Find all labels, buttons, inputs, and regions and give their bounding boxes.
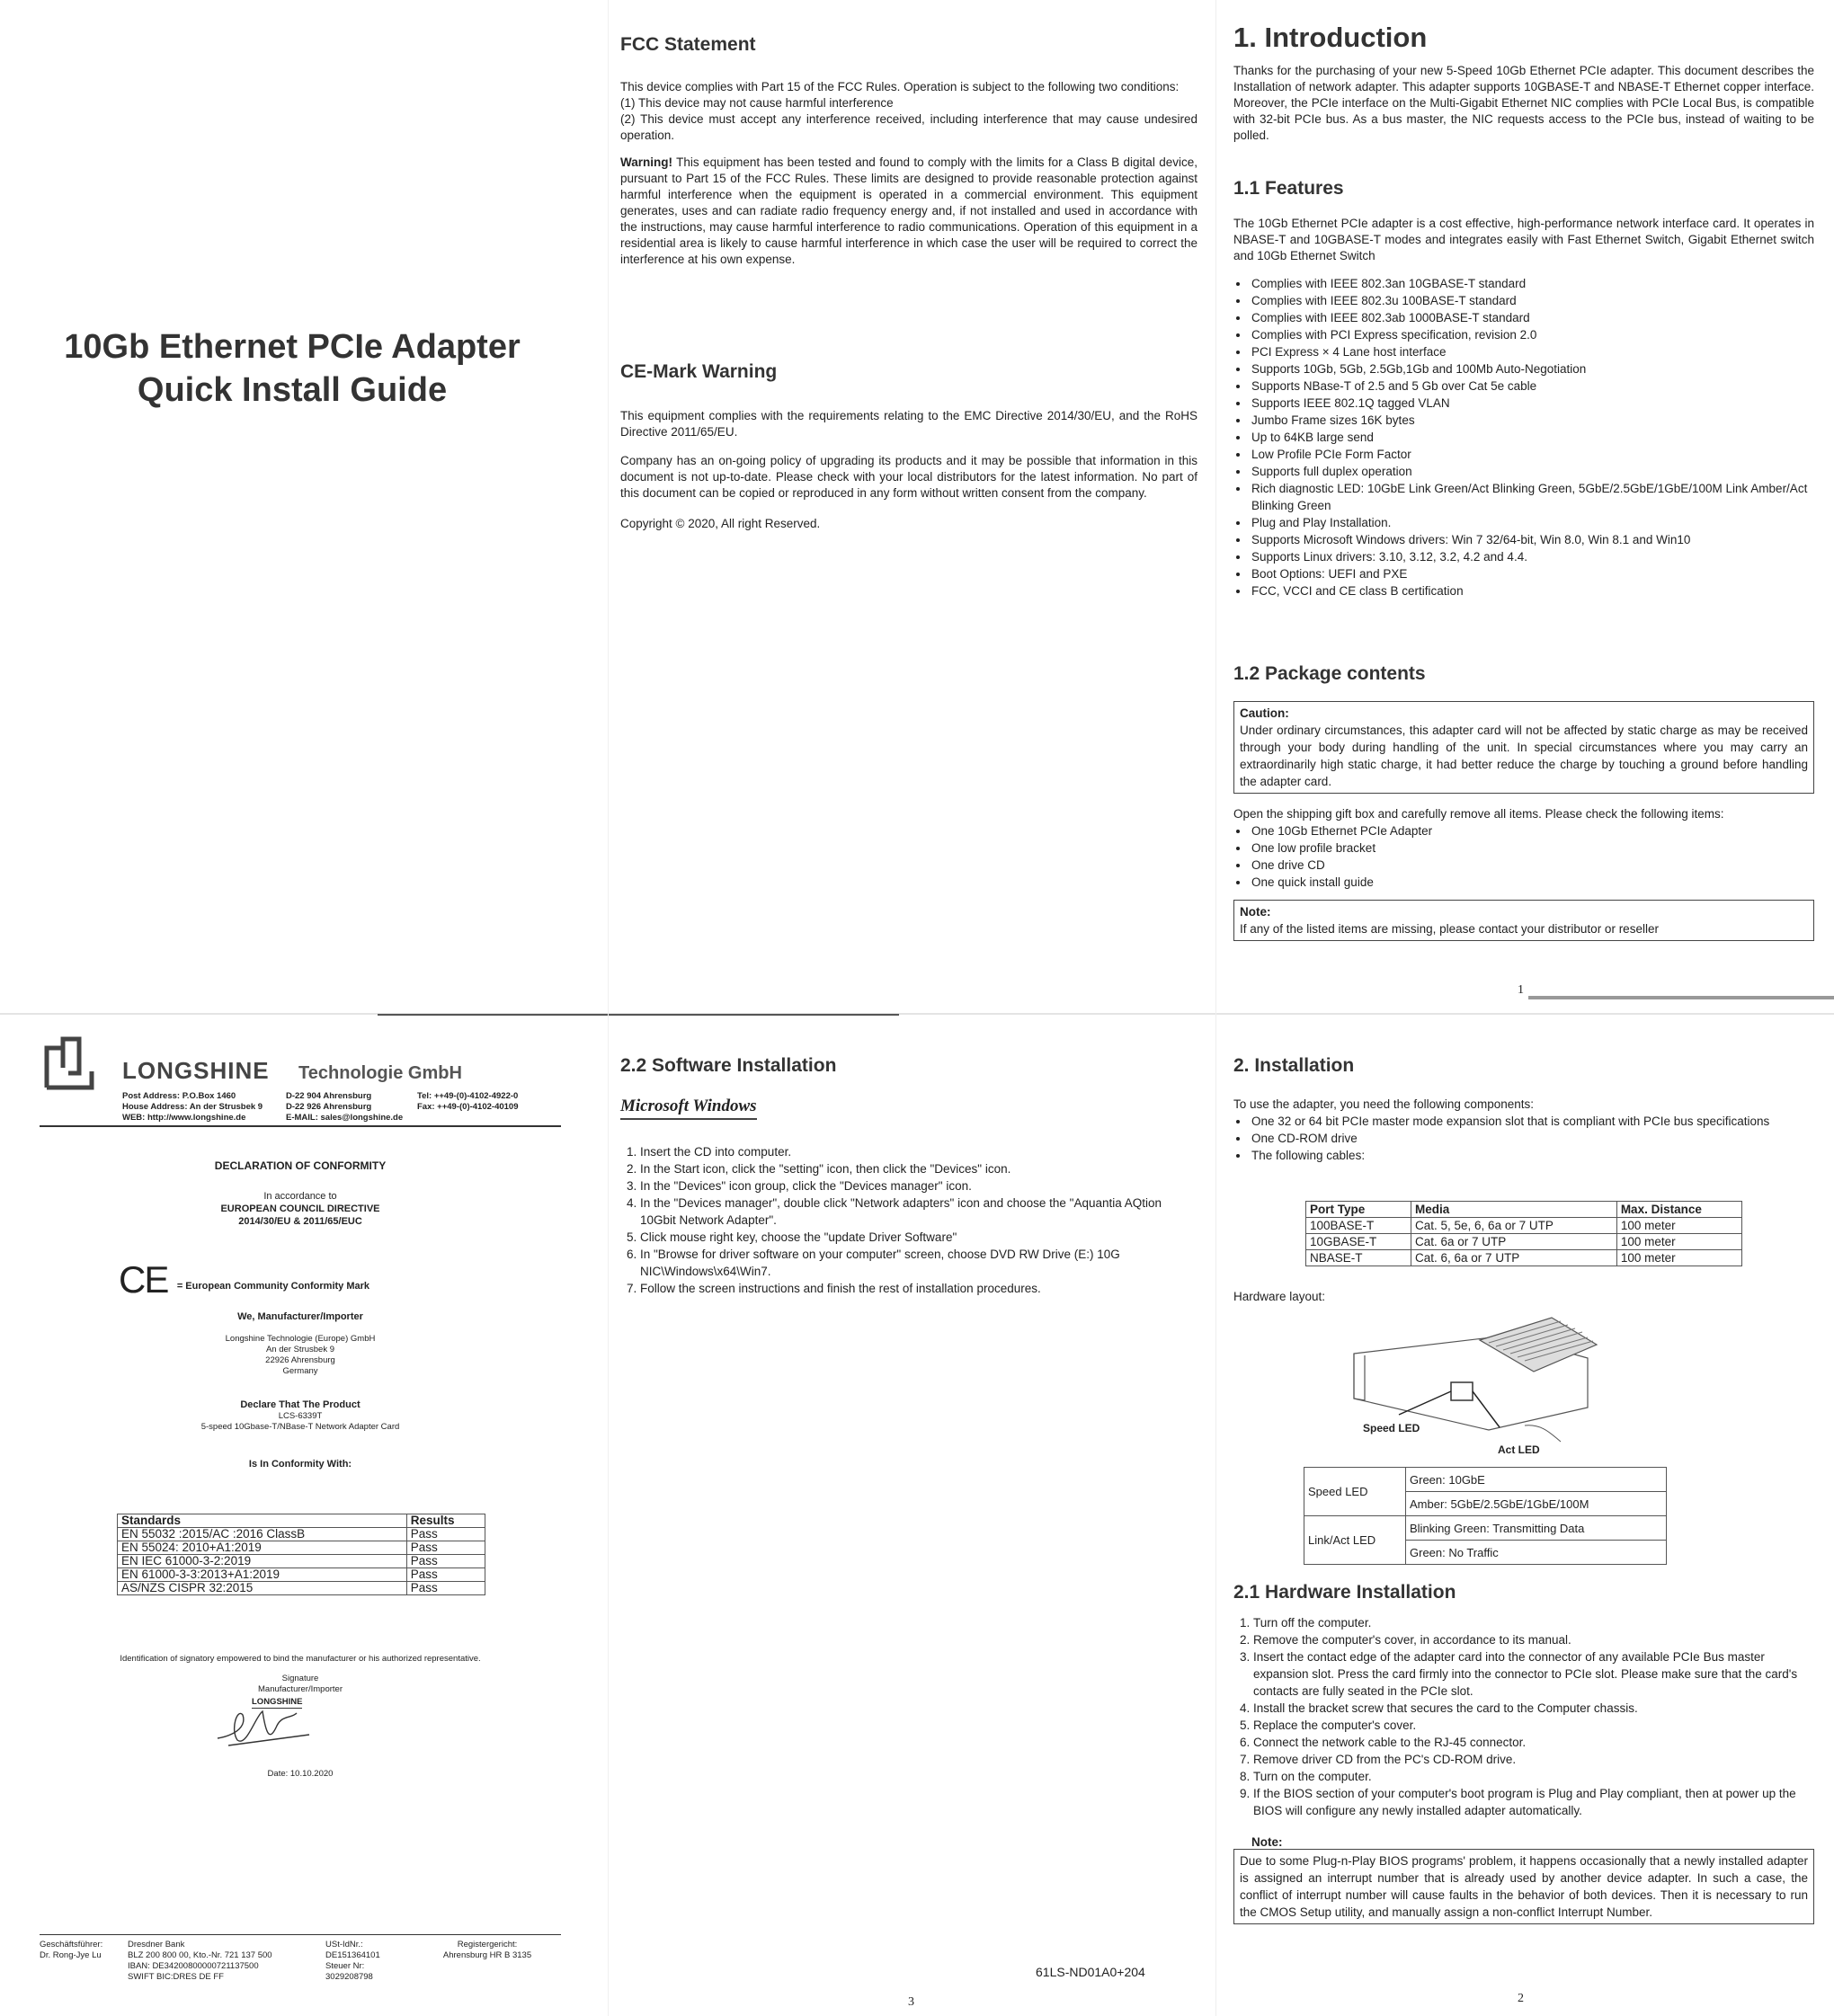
package-title: 1.2 Package contents bbox=[1233, 663, 1426, 684]
list-item: • Plug and Play Installation. bbox=[1250, 514, 1814, 531]
letterhead-divider bbox=[40, 1125, 561, 1127]
fold-line bbox=[0, 1013, 1834, 1015]
list-item: • Jumbo Frame sizes 16K bytes bbox=[1250, 412, 1814, 429]
zip-block bbox=[286, 1091, 403, 1123]
declare-label: Declare That The Product bbox=[240, 1399, 361, 1410]
table-row bbox=[118, 1541, 485, 1555]
package-list bbox=[1233, 822, 1814, 891]
table-cell: Blinking Green: Transmitting Data bbox=[1406, 1516, 1667, 1541]
ms-windows-heading: Microsoft Windows bbox=[620, 1097, 757, 1120]
fcc-intro: This device complies with Part 15 of the FCC Rules. Operation is subject to the following two conditions: bbox=[620, 80, 1180, 93]
handwritten-signature-icon bbox=[210, 1699, 327, 1753]
table-cell: Speed LED bbox=[1304, 1468, 1406, 1516]
fcc-warning-label: Warning! bbox=[620, 155, 672, 169]
footer-line: Registergericht: bbox=[457, 1940, 518, 1949]
footer-line: IBAN: DE34200800000721137500 bbox=[128, 1961, 259, 1971]
footer-line: SWIFT BIC:DRES DE FF bbox=[128, 1972, 224, 1982]
footer-line: Dresdner Bank bbox=[128, 1940, 185, 1949]
table-cell: 100BASE-T bbox=[1306, 1218, 1411, 1234]
table-header-row bbox=[1306, 1202, 1742, 1218]
company-name bbox=[122, 1057, 462, 1085]
footer-line: Ahrensburg HR B 3135 bbox=[442, 1950, 532, 1960]
table-cell: NBASE-T bbox=[1306, 1250, 1411, 1266]
table-row bbox=[1306, 1218, 1742, 1234]
fax-number: Fax: ++49-(0)-4102-40109 bbox=[417, 1102, 519, 1112]
document-code: 61LS-ND01A0+204 bbox=[1036, 1965, 1145, 1979]
list-item: 4. Install the bracket screw that secures the card to the Computer chassis. bbox=[1253, 1700, 1814, 1717]
address-line: 22926 Ahrensburg bbox=[265, 1355, 335, 1365]
signatory-text: Identification of signatory empowered to bind the manufacturer or his authorized representative. bbox=[120, 1654, 481, 1664]
manufacturer-label: We, Manufacturer/Importer bbox=[237, 1311, 363, 1322]
list-item: • One CD-ROM drive bbox=[1250, 1130, 1814, 1147]
footer-managing-director bbox=[40, 1940, 129, 1961]
table-row bbox=[118, 1568, 485, 1582]
speed-led-label: Speed LED bbox=[1363, 1422, 1420, 1434]
fcc-condition-1: (1) This device may not cause harmful interference bbox=[620, 96, 894, 110]
hardware-section bbox=[1233, 1582, 1814, 1924]
fcc-warning-text: This equipment has been tested and found to comply with the limits for a Class B digital device, pursuant to Part 15 of the FCC Rules. These limits are designed to provide reasonable protection against harmful interference when the equipment is operated in a commercial environment. This equipment generates, uses and can radiate radio frequency energy and, if not installed and used in accordance with the instructions, may cause harmful interference to radio communications. Operation of this equipment in a residential area is likely to cause harmful interference in which case the user will be required to correct the interference at his own expense. bbox=[620, 155, 1197, 266]
table-row bbox=[118, 1528, 485, 1541]
table-row bbox=[1304, 1468, 1667, 1492]
table-cell: Pass bbox=[406, 1568, 485, 1582]
web-address: WEB: http://www.longshine.de bbox=[122, 1113, 246, 1123]
list-item: • Supports Linux drivers: 3.10, 3.12, 3.2, 4.2 and 4.4. bbox=[1250, 548, 1814, 565]
company-name-suffix: Technologie GmbH bbox=[298, 1063, 462, 1083]
table-header: Max. Distance bbox=[1616, 1202, 1741, 1218]
cover-title-line2: Quick Install Guide bbox=[137, 371, 448, 409]
list-item: • Complies with IEEE 802.3u 100BASE-T standard bbox=[1250, 292, 1814, 309]
footer-register bbox=[415, 1940, 559, 1961]
conformity-label: Is In Conformity With: bbox=[248, 1459, 352, 1470]
cover-title-line1: 10Gb Ethernet PCIe Adapter bbox=[64, 328, 521, 366]
footer-line: 3029208798 bbox=[325, 1972, 373, 1982]
package-open-text: Open the shipping gift box and carefully remove all items. Please check the following items: bbox=[1233, 807, 1724, 821]
post-address-line: Post Address: P.O.Box 1460 bbox=[122, 1091, 236, 1101]
list-item: • Rich diagnostic LED: 10GbE Link Green/Act Blinking Green, 5GbE/2.5GbE/1GbE/100M Link Amber/Act Blinking Green bbox=[1250, 480, 1814, 514]
manufacturer-block bbox=[40, 1310, 561, 1470]
fold-line-edge bbox=[1528, 996, 1834, 999]
list-item: • Supports full duplex operation bbox=[1250, 463, 1814, 480]
package-note-box bbox=[1233, 900, 1814, 941]
ce-section bbox=[620, 361, 1197, 532]
company-stamp bbox=[40, 1695, 561, 1753]
note-text: If any of the listed items are missing, please contact your distributor or reseller bbox=[1240, 922, 1659, 936]
page-number: 3 bbox=[908, 1995, 914, 2009]
list-item: • Supports 10Gb, 5Gb, 2.5Gb,1Gb and 100Mb Auto-Negotiation bbox=[1250, 360, 1814, 377]
list-item: 8. Turn on the computer. bbox=[1253, 1768, 1814, 1785]
table-cell: AS/NZS CISPR 32:2015 bbox=[118, 1582, 407, 1595]
software-title: 2.2 Software Installation bbox=[620, 1055, 837, 1076]
list-item: • Complies with PCI Express specification, revision 2.0 bbox=[1250, 326, 1814, 343]
list-item: 2. Remove the computer's cover, in accordance to its manual. bbox=[1253, 1631, 1814, 1648]
signature-label: Signature bbox=[281, 1674, 319, 1683]
footer-vat bbox=[325, 1940, 406, 1983]
cover-title bbox=[27, 325, 557, 412]
led-table bbox=[1304, 1467, 1667, 1565]
signature-date: Date: 10.10.2020 bbox=[267, 1769, 334, 1779]
intro-text: Thanks for the purchasing of your new 5-Speed 10Gb Ethernet PCIe adapter. This document describes the Installation of network adapter. This adapter supports 10GBASE-T and NBASE-T Ethernet copper interface. Moreover, the PCIe interface on the Multi-Gigabit Ethernet NIC complies with PCIe Local Bus, is compatible with 32-bit PCIe bus. As a bus master, the NIC requests access to the PCIe bus, instead of waiting to be polled. bbox=[1233, 64, 1814, 142]
table-header: Results bbox=[406, 1514, 485, 1528]
list-item: 1. Insert the CD into computer. bbox=[640, 1143, 1196, 1160]
table-header: Port Type bbox=[1306, 1202, 1411, 1218]
table-cell: Pass bbox=[406, 1582, 485, 1595]
list-item: 7. Remove driver CD from the PC's CD-ROM drive. bbox=[1253, 1751, 1814, 1768]
table-cell: EN IEC 61000-3-2:2019 bbox=[118, 1555, 407, 1568]
footer-divider bbox=[40, 1934, 561, 1935]
table-header: Standards bbox=[118, 1514, 407, 1528]
list-item: • One 10Gb Ethernet PCIe Adapter bbox=[1250, 822, 1814, 839]
declaration-body bbox=[40, 1159, 561, 1228]
table-cell: 100 meter bbox=[1616, 1250, 1741, 1266]
hardware-note-label: Note: bbox=[1251, 1835, 1283, 1849]
product-name: 5-speed 10Gbase-T/NBase-T Network Adapter Card bbox=[200, 1422, 400, 1432]
hardware-layout-label: Hardware layout: bbox=[1233, 1290, 1326, 1303]
directive-numbers: 2014/30/EU & 2011/65/EUC bbox=[238, 1216, 362, 1227]
footer-line: BLZ 200 800 00, Kto.-Nr. 721 137 500 bbox=[128, 1950, 272, 1960]
ce-title: CE-Mark Warning bbox=[620, 361, 778, 382]
table-row bbox=[1304, 1516, 1667, 1541]
list-item: 9. If the BIOS section of your computer's boot program is Plug and Play compliant, then at power up the BIOS will configure any newly installed adapter automatically. bbox=[1253, 1785, 1814, 1819]
page-number: 2 bbox=[1518, 1992, 1524, 2005]
signature-block bbox=[40, 1654, 561, 1780]
post-address bbox=[122, 1091, 293, 1123]
list-item: • The following cables: bbox=[1250, 1147, 1814, 1164]
caution-box bbox=[1233, 701, 1814, 794]
list-item: 4. In the "Devices manager", double click "Network adapters" icon and choose the "Aquantia AQtion 10Gbit Network Adapter". bbox=[640, 1195, 1196, 1229]
page-number: 1 bbox=[1518, 983, 1524, 997]
address-line: Germany bbox=[282, 1366, 318, 1376]
table-cell: EN 61000-3-3:2013+A1:2019 bbox=[118, 1568, 407, 1582]
signature-role: Manufacturer/Importer bbox=[258, 1684, 343, 1694]
table-cell: EN 55032 :2015/AC :2016 ClassB bbox=[118, 1528, 407, 1541]
installation-title: 2. Installation bbox=[1233, 1055, 1355, 1076]
list-item: • FCC, VCCI and CE class B certification bbox=[1250, 582, 1814, 599]
list-item: 6. In "Browse for driver software on your computer" screen, choose DVD RW Drive (E:) 10G NIC\Windows\x64\Win7. bbox=[640, 1246, 1196, 1280]
fcc-title: FCC Statement bbox=[620, 34, 756, 55]
caution-text: Under ordinary circumstances, this adapter card will not be affected by static charge as may be received through your body during handling of the unit. In special circumstances where you may carry an extraordinarily high static charge, it had better reduce the charge by touching a ground before handling the adapter card. bbox=[1240, 724, 1808, 788]
hardware-note-text: Due to some Plug-n-Play BIOS programs' problem, it happens occasionally that a newly installed adapter is assigned an interrupt number that is already used by another device adapter. In such a case, the conflict of interrupt number will cause faults in the behavior of both devices. Then it is necessary to run the CMOS Setup utility, and manually assign a non-conflict Interrupt Number. bbox=[1240, 1854, 1808, 1919]
list-item: • Complies with IEEE 802.3ab 1000BASE-T standard bbox=[1250, 309, 1814, 326]
standards-table bbox=[117, 1514, 485, 1595]
list-item: • Up to 64KB large send bbox=[1250, 429, 1814, 446]
installation-list bbox=[1233, 1113, 1814, 1164]
list-item: • Complies with IEEE 802.3an 10GBASE-T standard bbox=[1250, 275, 1814, 292]
table-cell: Link/Act LED bbox=[1304, 1516, 1406, 1565]
fold-line-vertical bbox=[608, 0, 609, 2016]
copyright: Copyright © 2020, All right Reserved. bbox=[620, 517, 821, 530]
table-row bbox=[1306, 1234, 1742, 1250]
fcc-section bbox=[620, 34, 1197, 268]
table-cell: Cat. 6a or 7 UTP bbox=[1411, 1234, 1617, 1250]
footer-bank bbox=[128, 1940, 307, 1983]
table-cell: Pass bbox=[406, 1528, 485, 1541]
footer-line: Steuer Nr: bbox=[325, 1961, 365, 1971]
address-line: An der Strusbek 9 bbox=[265, 1345, 335, 1354]
list-item: • One 32 or 64 bit PCIe master mode expansion slot that is compliant with PCIe bus specifications bbox=[1250, 1113, 1814, 1130]
list-item: 3. Insert the contact edge of the adapter card into the connector of any available PCIe Bus master expansion slot. Press the card firmly into the connector to PCIe slot. Please make sure that the card's contacts are fully seated in the PCIe slot. bbox=[1253, 1648, 1814, 1700]
ce-text-1: This equipment complies with the requirements relating to the EMC Directive 2014/30/EU, and the RoHS Directive 2011/65/EU. bbox=[620, 409, 1197, 439]
list-item: • Supports NBase-T of 2.5 and 5 Gb over Cat 5e cable bbox=[1250, 377, 1814, 395]
table-cell: Pass bbox=[406, 1555, 485, 1568]
footer-line: USt-IdNr.: bbox=[325, 1940, 363, 1949]
table-cell: Green: 10GbE bbox=[1406, 1468, 1667, 1492]
note-label: Note: bbox=[1240, 905, 1271, 919]
ce-mark-row bbox=[119, 1258, 550, 1301]
table-cell: Green: No Traffic bbox=[1406, 1541, 1667, 1565]
table-row bbox=[118, 1555, 485, 1568]
ce-text-2: Company has an on-going policy of upgrading its products and it may be possible that information in this document is not up-to-date. Please check with your local distributors for the latest information. No part of this document can be copied or reproduced in any form without written consent from the company. bbox=[620, 454, 1197, 500]
footer-label: Geschäftsführer: bbox=[40, 1940, 103, 1949]
table-cell: Pass bbox=[406, 1541, 485, 1555]
list-item: • One low profile bracket bbox=[1250, 839, 1814, 857]
table-cell: 100 meter bbox=[1616, 1234, 1741, 1250]
list-item: 7. Follow the screen instructions and finish the rest of installation procedures. bbox=[640, 1280, 1196, 1297]
installation-intro: To use the adapter, you need the following components: bbox=[1233, 1097, 1534, 1111]
email-address: E-MAIL: sales@longshine.de bbox=[286, 1113, 404, 1123]
intro-title: 1. Introduction bbox=[1233, 22, 1428, 53]
list-item: • Supports IEEE 802.1Q tagged VLAN bbox=[1250, 395, 1814, 412]
fcc-condition-2: (2) This device must accept any interference received, including interference that may cause undesired operation. bbox=[620, 112, 1197, 142]
software-steps bbox=[620, 1143, 1196, 1297]
list-item: • One quick install guide bbox=[1250, 874, 1814, 891]
table-cell: Amber: 5GbE/2.5GbE/1GbE/100M bbox=[1406, 1492, 1667, 1516]
list-item: 5. Click mouse right key, choose the "update Driver Software" bbox=[640, 1229, 1196, 1246]
table-cell: Cat. 5, 5e, 6, 6a or 7 UTP bbox=[1411, 1218, 1617, 1234]
software-section bbox=[620, 1055, 1196, 1297]
caution-label: Caution: bbox=[1240, 706, 1289, 720]
hardware-title: 2.1 Hardware Installation bbox=[1233, 1582, 1456, 1603]
tel-number: Tel: ++49-(0)-4102-4922-0 bbox=[417, 1091, 519, 1101]
list-item: • PCI Express × 4 Lane host interface bbox=[1250, 343, 1814, 360]
ce-mark-icon: CE bbox=[119, 1258, 168, 1301]
footer-value: Dr. Rong-Jye Lu bbox=[40, 1950, 102, 1960]
company-name-main: LONGSHINE bbox=[122, 1057, 270, 1084]
ce-mark-text: = European Community Conformity Mark bbox=[176, 1281, 370, 1292]
features-list bbox=[1233, 275, 1814, 599]
list-item: • Boot Options: UEFI and PXE bbox=[1250, 565, 1814, 582]
table-cell: 100 meter bbox=[1616, 1218, 1741, 1234]
product-model: LCS-6339T bbox=[278, 1411, 323, 1421]
table-cell: EN 55024: 2010+A1:2019 bbox=[118, 1541, 407, 1555]
cable-table bbox=[1305, 1201, 1742, 1266]
list-item: 5. Replace the computer's cover. bbox=[1253, 1717, 1814, 1734]
house-address-line: House Address: An der Strusbek 9 bbox=[122, 1102, 263, 1112]
fold-line-dark bbox=[378, 1014, 899, 1016]
intro-section bbox=[1233, 22, 1814, 599]
directive-text: EUROPEAN COUNCIL DIRECTIVE bbox=[220, 1203, 380, 1214]
act-led-label: Act LED bbox=[1498, 1443, 1540, 1456]
stamp-text: LONGSHINE bbox=[252, 1697, 303, 1707]
features-text: The 10Gb Ethernet PCIe adapter is a cost effective, high-performance network interface card. It operates in NBASE-T and 10GBASE-T modes and integrates easily with Fast Ethernet Switch, Gigabit Ethernet switch and 10Gb Ethernet Switch bbox=[1233, 217, 1814, 262]
features-title: 1.1 Features bbox=[1233, 178, 1344, 199]
list-item: • Low Profile PCIe Form Factor bbox=[1250, 446, 1814, 463]
address-line: Longshine Technologie (Europe) GmbH bbox=[225, 1334, 376, 1344]
declaration-title: DECLARATION OF CONFORMITY bbox=[214, 1159, 387, 1172]
list-item: 1. Turn off the computer. bbox=[1253, 1614, 1814, 1631]
phone-block bbox=[417, 1091, 519, 1113]
fold-line-vertical bbox=[1215, 0, 1216, 2016]
table-row bbox=[118, 1582, 485, 1595]
hardware-note-box bbox=[1233, 1849, 1814, 1924]
table-cell: 10GBASE-T bbox=[1306, 1234, 1411, 1250]
package-section bbox=[1233, 663, 1814, 941]
table-header: Media bbox=[1411, 1202, 1617, 1218]
list-item: 2. In the Start icon, click the "setting" icon, then click the "Devices" icon. bbox=[640, 1160, 1196, 1177]
table-cell: Cat. 6, 6a or 7 UTP bbox=[1411, 1250, 1617, 1266]
table-row bbox=[1306, 1250, 1742, 1266]
list-item: • One drive CD bbox=[1250, 857, 1814, 874]
list-item: 3. In the "Devices" icon group, click the "Devices manager" icon. bbox=[640, 1177, 1196, 1195]
fcc-warning bbox=[620, 155, 1197, 268]
list-item: • Supports Microsoft Windows drivers: Win 7 32/64-bit, Win 8.0, Win 8.1 and Win10 bbox=[1250, 531, 1814, 548]
footer-line: DE151364101 bbox=[325, 1950, 380, 1960]
installation-section bbox=[1233, 1055, 1814, 1164]
accordance-text: In accordance to bbox=[263, 1191, 337, 1202]
table-header-row bbox=[118, 1514, 485, 1528]
post-zip: D-22 904 Ahrensburg bbox=[286, 1091, 372, 1101]
hardware-steps bbox=[1233, 1614, 1814, 1819]
longshine-logo-icon bbox=[40, 1032, 120, 1095]
house-zip: D-22 926 Ahrensburg bbox=[286, 1102, 372, 1112]
list-item: 6. Connect the network cable to the RJ-45 connector. bbox=[1253, 1734, 1814, 1751]
